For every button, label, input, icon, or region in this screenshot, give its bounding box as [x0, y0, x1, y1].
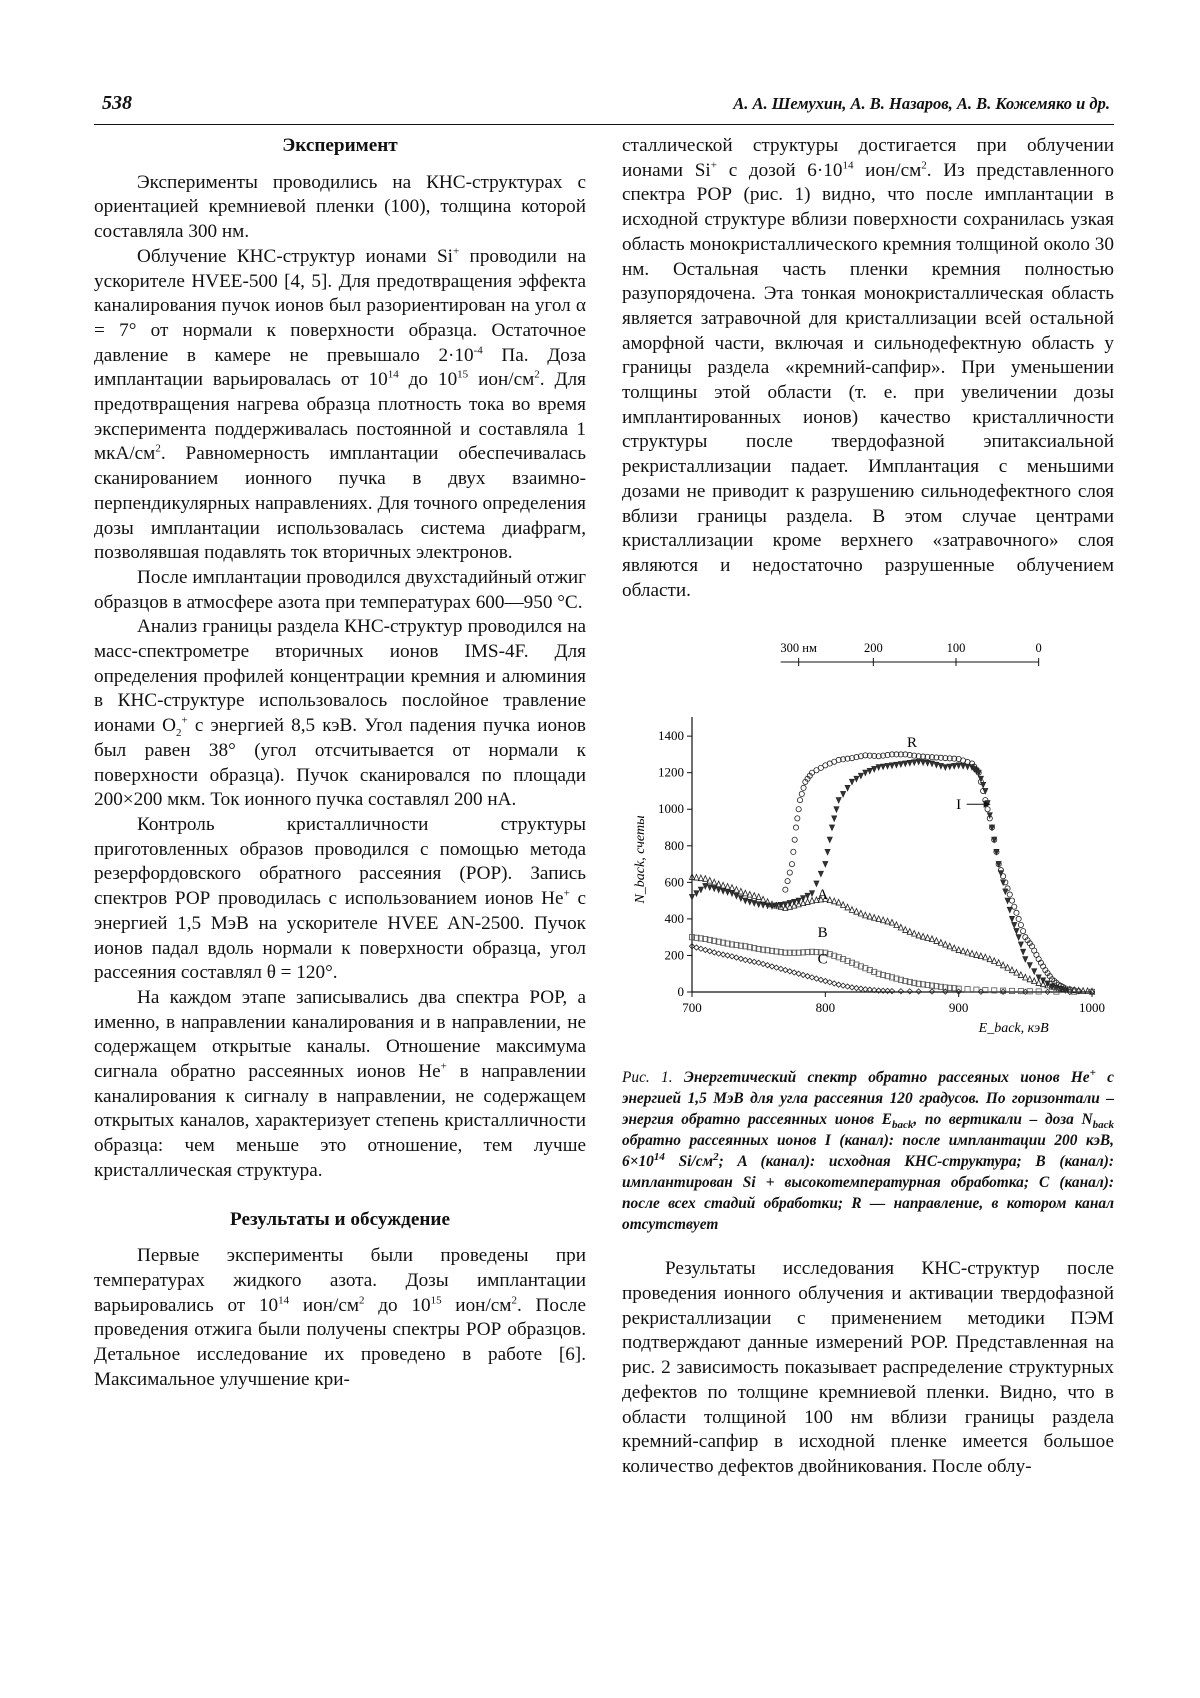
y-tick-label: 1200 [658, 765, 684, 781]
series-A-point [925, 935, 930, 941]
series-A-point [747, 892, 752, 898]
series-A-point [974, 952, 979, 958]
series-I-point [752, 901, 757, 907]
series-A-point [929, 936, 934, 942]
series-A-point [921, 934, 926, 940]
series-I-point [952, 764, 957, 770]
y-tick-label: 800 [664, 838, 684, 854]
running-header [94, 92, 1114, 120]
series-A-point [734, 887, 739, 893]
series-A-point [952, 945, 957, 951]
series-I-point [938, 764, 943, 770]
series-I-point [1021, 950, 1026, 956]
series-R-point [1009, 898, 1014, 903]
series-I-point [832, 816, 837, 822]
section-heading-experiment: Эксперимент [282, 135, 398, 156]
paragraph: На каждом этапе записывались два спектра РОР, а именно, в направлении каналирования и в направлении, не содержащем открытые каналы. Отношение максимума сигнала обратно рассеянных ионов He+ в направлении каналирования к сигналу в направлении, не содержащем открытых каналов, характеризует степень кристалличности образца: чем меньше это отношение, тем лучше кристаллическая структура. [94, 986, 586, 1181]
series-A-point [938, 940, 943, 946]
series-I-point [1009, 917, 1014, 923]
series-R-point [789, 862, 794, 867]
series-I-point [907, 761, 912, 767]
curve-label-C: C [817, 952, 828, 969]
series-C-point [761, 962, 766, 967]
series-A-point [712, 880, 717, 886]
series-A-point [907, 929, 912, 935]
series-C-point [725, 953, 730, 958]
y-axis-title: N_back, счеты [633, 815, 648, 904]
figure-caption: Рис. 1. Энергетический спектр обратно рассеяных ионов He+ с энергией 1,5 МэВ для угла рассеяния 120 градусов. По горизонтали – энергия обратно рассеянных ионов $E_{back}$, по вертикали – доза $N_{back}$ обратно рассеянных ионов I (канал): после имплантации 200 кэВ, $6\times 10^{14}$ $Si/см^2$; A (канал): исходная КНС-структура; B (канал): имплантирован Si + высокотемпературная обработка; C (канал): после всех стадий обработки; R — направление, в котором канал отсутствует [622, 1067, 1114, 1234]
header-rule [94, 124, 1114, 125]
series-I-point [947, 764, 952, 770]
series-A-point [996, 960, 1001, 966]
series-R-point [1014, 911, 1019, 916]
series-C-point [734, 955, 739, 960]
series-C-point [818, 978, 823, 983]
series-A-point [969, 951, 974, 957]
series-A-point [716, 881, 721, 887]
series-I-point [1023, 957, 1028, 963]
y-tick-label: 600 [664, 874, 684, 890]
series-R-point [795, 816, 800, 821]
paragraph: Результаты исследования КНС-структур после проведения ионного облучения и активации твердофазной рекристаллизации с применением методики ПЭМ подтверждают данные измерений РОР. Представленная на рис. 2 зависимость показывает распределение структурных дефектов по толщине кремниевой пленки. Видно, что в области толщиной 100 нм вблизи границы раздела кремний-сапфир в исходной пленке имеется большое количество дефектов двойникования. После облу- [622, 1258, 1114, 1477]
series-R-point [1021, 929, 1026, 934]
x-tick-label: 900 [948, 1000, 969, 1016]
series-R-point [793, 825, 798, 830]
y-tick-label: 200 [664, 947, 684, 963]
series-I-point [981, 783, 986, 789]
series-I-point [1014, 929, 1019, 935]
page-number: 538 [102, 92, 132, 114]
y-tick-label: 400 [664, 911, 684, 927]
series-A-point [725, 884, 730, 890]
series-I-point [867, 769, 872, 775]
series-R-point [985, 807, 990, 812]
top-axis-label: 100 [946, 641, 966, 656]
series-C-point [854, 986, 859, 991]
paragraph: Контроль кристалличности структуры приготовленных образов проводился с помощью метода резерфордовского обратного рассеяния (РОР). Запись спектров РОР проводилась с использованием ионов He+ с энергией 1,5 МэВ на ускорителе HVEE AN-2500. Пучок ионов падал вдоль нормали к поверхности образца, угол рассеяния составлял θ = 120°. [94, 813, 586, 984]
series-I-point [987, 813, 992, 819]
series-I-point [876, 765, 881, 771]
paragraph: Анализ границы раздела КНС-структур проводился на масс-спектрометре вторичных ионов IMS-4F. Для определения профилей концентрации кремния и алюминия в КНС-структуре использовалось послойное травление ионами $O_2^+$ с энергией 8,5 кэВ. Угол падения пучка ионов был равен 38° (угол отсчитывается от нормали к поверхности образца). Пучок сканировался по площади 200×200 мкм. Ток ионного пучка составлял 200 нА. [94, 616, 586, 811]
series-C-point [769, 964, 774, 969]
series-A-point [752, 893, 757, 899]
y-tick-label: 1000 [658, 801, 684, 817]
series-C-point [845, 984, 850, 989]
running-authors: А. А. Шемухин, А. В. Назаров, А. В. Кожемяко и др. [733, 94, 1110, 113]
series-R-point [1012, 904, 1017, 909]
series-R-point [1018, 923, 1023, 928]
series-C-point [832, 981, 837, 986]
series-C-point [721, 952, 726, 957]
series-R-point [785, 879, 790, 884]
series-A-point [961, 948, 966, 954]
rbs-spectrum-chart [622, 627, 1114, 1067]
series-R-point [783, 887, 788, 892]
series-A-point [738, 889, 743, 895]
series-I-point [894, 763, 899, 769]
series-I-point [943, 765, 948, 771]
series-A-point [912, 931, 917, 937]
left-column [94, 134, 586, 1392]
series-C-point [738, 957, 743, 962]
paragraph: После имплантации проводился двухстадийный отжиг образцов в атмосфере азота при температурах 600—950 °С. [94, 566, 586, 613]
series-I-point [707, 885, 712, 891]
series-A-point [876, 916, 881, 922]
series-C-point [774, 965, 779, 970]
series-I-point [1018, 942, 1023, 948]
series-A-point [703, 876, 708, 882]
series-A-point [707, 878, 712, 884]
series-A-point [987, 956, 992, 962]
x-tick-label: 1000 [1079, 1000, 1105, 1016]
series-I-point [881, 764, 886, 770]
series-R-point [787, 870, 792, 875]
series-C-point [827, 980, 832, 985]
series-I-point [834, 807, 839, 813]
series-A-point [1027, 976, 1032, 982]
series-C-point [801, 973, 806, 978]
series-A-point [881, 917, 886, 923]
series-B-point [1009, 989, 1014, 994]
series-A-point [934, 938, 939, 944]
series-A-point [694, 875, 699, 881]
top-axis-label: 0 [1035, 641, 1042, 656]
series-I-point [841, 792, 846, 798]
series-C-point [729, 954, 734, 959]
series-I-point [912, 760, 917, 766]
curve-label-B: B [817, 925, 828, 942]
series-I-point [1007, 908, 1012, 914]
series-I-point [903, 761, 908, 767]
series-I-point [1016, 935, 1021, 941]
series-C-point [698, 947, 703, 952]
series-C-point [841, 983, 846, 988]
series-C-point [907, 989, 912, 994]
series-A-point [965, 950, 970, 956]
series-I-point [818, 872, 823, 878]
curve-label-I: I [956, 797, 962, 814]
series-I-point [829, 825, 834, 831]
paragraph: Облучение КНС-структур ионами Si+ проводили на ускорителе HVEE-500 [4, 5]. Для предотвращения эффекта каналирования пучок ионов был разориентирован на угол α = 7° от нормали к поверхности образца. Остаточное давление в камере не превышало $2\cdot 10^{-4}$ Па. Доза имплантации варьировалась от $10^{14}$ до $10^{15}$ ион/$см^2$. Для предотвращения нагрева образца плотность тока во время эксперимента поддерживалась постоянной и составляла 1 мкА/$см^2$. Равномерность имплантации обеспечивалась сканированием ионного пучка в двух взаимно-перпендикулярных направлениях. Для точного определения дозы имплантации использовалась система диафрагм, позволявшая подавлять ток вторичных электронов. [94, 245, 586, 564]
series-C-point [823, 979, 828, 984]
series-I-point [885, 764, 890, 770]
series-A-point [729, 885, 734, 891]
series-I-point [1027, 963, 1032, 969]
series-I-point [689, 895, 694, 901]
series-I-point [929, 761, 934, 767]
series-C-point [858, 986, 863, 991]
series-A-point [743, 891, 748, 897]
series-A-point [885, 919, 890, 925]
series-C-point [805, 974, 810, 979]
paragraph: Первые эксперименты были проведены при температурах жидкого азота. Дозы имплантации варьировались от $10^{14}$ ион/$см^2$ до $10^{15}$ ион/$см^2$. После проведения отжига были получены спектры РОР образцов. Детальное исследование их проведено в работе [6]. Максимальное улучшение кри- [94, 1245, 587, 1390]
series-A-point [863, 913, 868, 919]
series-I-point [1012, 923, 1017, 929]
series-A-point [956, 947, 961, 953]
series-A-point [872, 915, 877, 921]
series-A-point [983, 955, 988, 961]
series-I-point [845, 786, 850, 792]
series-A-point [854, 909, 859, 915]
series-A-point [943, 942, 948, 948]
series-A-point [858, 911, 863, 917]
paragraph: Эксперименты проводились на КНС-структурах с ориентацией кремниевой пленки (100), толщина которой составляла 300 нм. [94, 171, 586, 243]
series-R-point [792, 837, 797, 842]
series-A-point [889, 920, 894, 926]
series-I-point [934, 763, 939, 769]
section-heading-results: Результаты и обсуждение [230, 1208, 450, 1230]
series-C-point [836, 982, 841, 987]
x-tick-label: 800 [815, 1000, 836, 1016]
series-I-point [889, 763, 894, 769]
y-tick-label: 1400 [658, 728, 684, 744]
series-A-point [1032, 978, 1037, 984]
series-C-point [716, 951, 721, 956]
series-I-point [694, 891, 699, 897]
curve-label-A: A [817, 887, 829, 904]
series-A-point [756, 894, 761, 900]
series-C-point [756, 961, 761, 966]
series-R-point [796, 807, 801, 812]
series-C-point [752, 960, 757, 965]
series-C-point [703, 948, 708, 953]
series-C-point [712, 950, 717, 955]
series-I-point [898, 762, 903, 768]
series-C-point [787, 969, 792, 974]
series-A-point [1036, 980, 1041, 986]
series-C-point [743, 958, 748, 963]
series-I-point [1032, 969, 1037, 975]
series-A-point [832, 898, 837, 904]
series-I-point [703, 884, 708, 890]
series-A-point [721, 883, 726, 889]
y-tick-label: 0 [677, 984, 684, 1000]
series-R-point [801, 786, 806, 791]
series-I-point [978, 777, 983, 783]
series-R-point [791, 850, 796, 855]
series-I-point [698, 887, 703, 893]
series-C-point [694, 945, 699, 950]
series-B-point [1018, 989, 1023, 994]
series-A-point [947, 944, 952, 950]
series-B-point [965, 987, 970, 992]
series-C-point [796, 971, 801, 976]
figure-1 [622, 627, 1114, 1067]
series-A-point [698, 875, 703, 881]
series-A-point [867, 914, 872, 920]
top-axis-label: 200 [863, 641, 883, 656]
top-axis-label: 300 нм [780, 641, 817, 656]
series-A-point [836, 900, 841, 906]
series-C-point [792, 970, 797, 975]
series-R-point [1016, 917, 1021, 922]
series-I-point [825, 850, 830, 856]
series-C-point [765, 963, 770, 968]
series-C-point [898, 989, 903, 994]
series-I-point [827, 837, 832, 843]
x-axis-title: E_back, кэВ [978, 1021, 1049, 1037]
series-R-point [799, 792, 804, 797]
series-C-point [747, 959, 752, 964]
series-C-point [707, 949, 712, 954]
series-R-point [1007, 892, 1012, 897]
series-B-point [1027, 989, 1032, 994]
series-A-point [992, 958, 997, 964]
series-C-point [849, 985, 854, 990]
right-column [622, 134, 1114, 1480]
series-C-point [809, 975, 814, 980]
x-tick-label: 700 [682, 1000, 702, 1016]
series-I-point [747, 900, 752, 906]
series-A-point [978, 953, 983, 959]
series-I-point [823, 862, 828, 868]
series-I-point [743, 898, 748, 904]
series-A-point [916, 933, 921, 939]
series-C-point [783, 968, 788, 973]
series-C-point [814, 976, 819, 981]
series-I-point [836, 798, 841, 804]
paragraph: сталлической структуры достигается при облучении ионами Si+ с дозой $6\cdot 10^{14}$ ион/$см^2$. Из представленного спектра РОР (рис. 1) видно, что после имплантации в исходной структуре вблизи поверхности сохранилась узкая область монокристаллического кремния толщиной около 30 нм. Остальная часть пленки кремния полностью разупорядочена. Эта тонкая монокристаллическая область является затравочной для кристаллизации всей остальной аморфной части, включая и сильнодефектную область у границы раздела «кремний-сапфир». При уменьшении толщины этой области (т. е. при увеличении дозы имплантированных ионов) качество кристалличности структуры после твердофазной эпитаксиальной рекристаллизации падает. Имплантация с меньшими дозами не приводит к разрушению сильнодефектного слоя вблизи границы раздела. В этом случае центрами кристаллизации кроме верхнего «затравочного» слоя являются и недостаточно разрушенные облучением области. [622, 135, 1114, 601]
curve-label-R: R [906, 735, 918, 752]
series-I-point [849, 780, 854, 786]
series-R-point [797, 798, 802, 803]
series-I-point [872, 767, 877, 773]
series-C-point [778, 967, 783, 972]
